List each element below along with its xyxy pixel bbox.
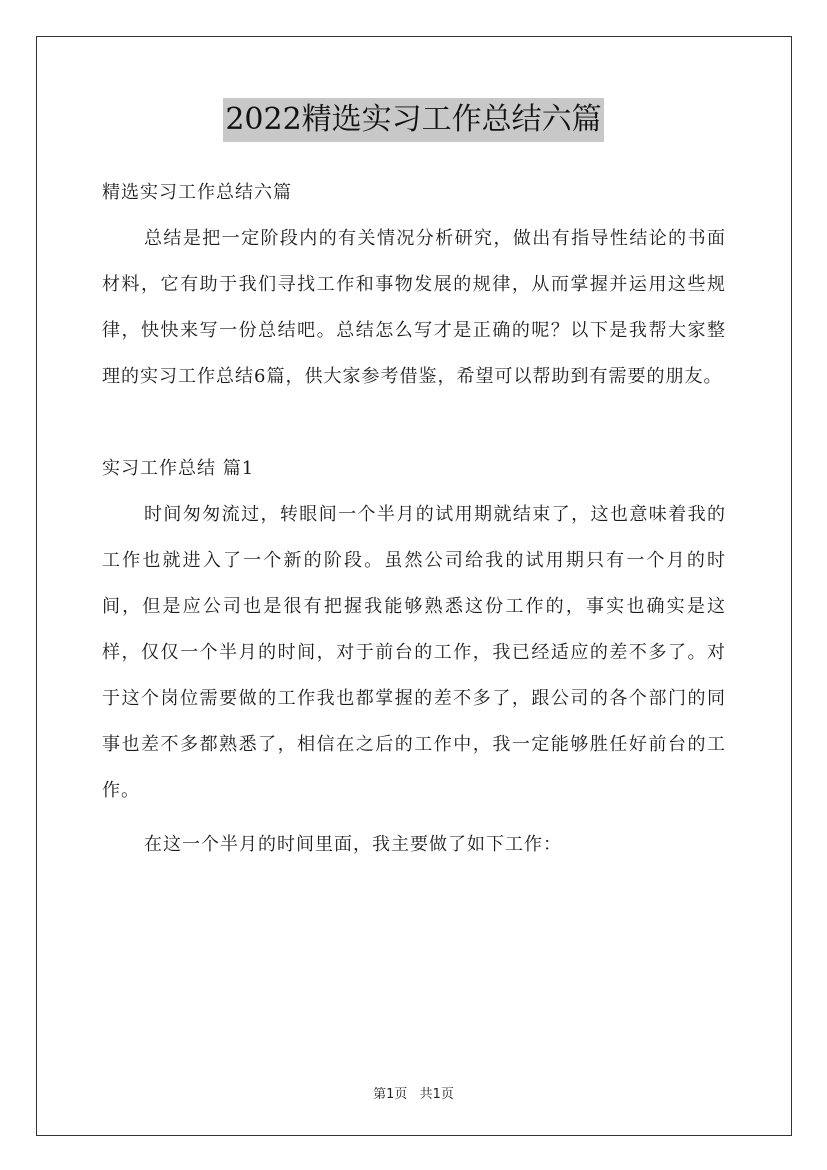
section-heading: 实习工作总结 篇1 <box>102 458 255 479</box>
intro-paragraph: 总结是把一定阶段内的有关情况分析研究，做出有指导性结论的书面材料，它有助于我们寻找工作和事物发展的规律，从而掌握并运用这些规律，快快来写一份总结吧。总结怎么写才是正确的呢？以下是我帮大家整理的实习工作总结6篇，供大家参考借鉴，希望可以帮助到有需要的朋友。 <box>102 228 726 387</box>
page-number: 第1页 <box>373 1087 408 1102</box>
document-title: 2022精选实习工作总结六篇 <box>223 98 603 142</box>
document-body <box>102 170 726 868</box>
section-paragraph-1: 时间匆匆流过，转眼间一个半月的试用期就结束了，这也意味着我的工作也就进入了一个新的阶段。虽然公司给我的试用期只有一个月的时间，但是应公司也是很有把握我能够熟悉这份工作的，事实也确实是这样，仅仅一个半月的时间，对于前台的工作，我已经适应的差不多了。对于这个岗位需要做的工作我也都掌握的差不多了，跟公司的各个部门的同事也差不多都熟悉了，相信在之后的工作中，我一定能够胜任好前台的工作。 <box>102 504 726 801</box>
title-area <box>0 98 827 142</box>
section-paragraph-2: 在这一个半月的时间里面，我主要做了如下工作： <box>144 834 562 855</box>
spacer <box>102 400 726 446</box>
page-footer <box>0 1083 827 1102</box>
page-total: 共1页 <box>419 1087 454 1102</box>
document-subtitle: 精选实习工作总结六篇 <box>102 182 292 203</box>
spacer <box>102 814 726 822</box>
